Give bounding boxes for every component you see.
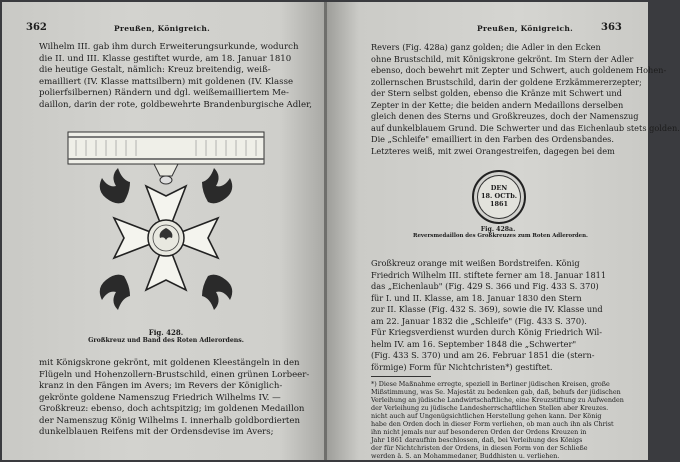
text-line: Die „Schleife" emailliert in den Farben des Ordensbandes. — [371, 134, 614, 144]
text-line: gekrönte goldene Namenszug Friedrich Wilhelms IV. — — [39, 392, 281, 403]
medallion-line: 1861 — [489, 200, 509, 208]
text-line: auf dunkelblauem Grund. Die Schwerter und das Eichenlaub stets golden. — [371, 122, 680, 133]
sash-ribbon — [68, 132, 264, 184]
text-line: Für Kriegsverdienst wurden durch König Friedrich Wil- — [371, 327, 603, 337]
text-line: kranz in den Fängen im Avers; im Revers der Königlich- — [39, 381, 283, 391]
left-running-head: Preußen, Königreich. — [114, 24, 211, 33]
footnote-line: Mißstimmung, was Se. Majestät zu bedenken gab, daß, behufs der jüdischen — [371, 388, 621, 396]
text-line: Letzteres weiß, mit zwei Orangestreifen, dagegen bei dem — [371, 145, 615, 156]
left-top-text — [39, 42, 312, 111]
text-line: der Stern selbst golden, ebenso die Kränze mit Schwert und — [371, 88, 622, 98]
text-line: (Fig. 433 S. 370) und am 26. Februar 1851 die (stern- — [371, 350, 595, 360]
text-line: für I. und II. Klasse, am 18. Januar 1830 den Stern — [371, 292, 582, 303]
figure-title: Großkreuz und Band des Roten Adlerordens. — [88, 337, 244, 344]
text-line: am 22. Januar 1832 die „Schleife" (Fig. 433 S. 370). — [371, 315, 587, 326]
footnote-line: der Verleihung zu jüdische Landesherrschaftlichen Stellen aber Kreuzes. — [371, 404, 609, 412]
figure-number: Fig. 428. — [148, 328, 184, 337]
medallion-line: DEN — [490, 184, 508, 192]
text-line: polierfsilbernen) Rändern und dgl. weißemailliertem Me- — [39, 88, 289, 98]
medallion-line: 18. OCTb. — [480, 192, 518, 200]
text-line: Flügeln und Hohenzollern-Brustschild, einen grünen Lorbeer- — [39, 369, 310, 380]
left-page-number: 362 — [26, 22, 47, 33]
footnote-line: ihn nicht jemals nur auf besonderen Orden der Ordens Kreuzen in — [371, 428, 587, 436]
text-line: Zepter in der Kette; die beiden andern Medaillons derselben — [371, 99, 624, 110]
footnote-rule — [371, 376, 431, 377]
footnote-line: Jahr 1861 daraufhin beschlossen, daß, bei Verleihung des Königs — [371, 436, 583, 444]
text-line: der Namenszug König Wilhelms I. innerhalb goldbordierten — [39, 415, 300, 426]
text-line: daillon, darin der rote, goldbewehrte Brandenburgische Adler, — [39, 99, 312, 110]
figure-428-caption — [66, 328, 266, 344]
text-line: Großkreuz: ebenso, doch achtspitzig; im goldenen Medaillon — [39, 404, 305, 414]
text-line: zollernschen Brustschild, darin der goldene Erzkämmererzepter; — [371, 76, 642, 87]
left-page — [2, 2, 325, 460]
text-line: emailliert (IV. Klasse mattsilbern) mit goldenen (IV. Klasse — [39, 76, 294, 87]
left-bottom-text — [39, 358, 309, 439]
text-line: die heutige Gestalt, nämlich: Kreuz breitendig, weiß- — [39, 65, 271, 75]
text-line: Revers (Fig. 428a) ganz golden; die Adler in den Ecken — [371, 42, 601, 52]
footnote-line: werden ä. S. an Mohammedaner, Buddhisten u. verliehen. — [371, 452, 560, 460]
text-line: dunkelblauen Reifens mit der Ordensdevise im Avers; — [39, 427, 274, 437]
text-line: zur II. Klasse (Fig. 432 S. 369), sowie die IV. Klasse und — [371, 304, 603, 314]
figure-title: Reversmedaillon des Großkreuzes zum Roten Adlerorden. — [413, 233, 588, 239]
footnote-line: der für Nichtchristen der Ordens, in diesen Form von der Schließe — [371, 444, 588, 452]
footnote — [371, 380, 637, 460]
figure-number: Fig. 428a. — [480, 226, 516, 233]
figure-428a-caption — [413, 226, 588, 239]
right-page — [327, 2, 680, 460]
footnote-line: Verleihung an jüdische Landwirtschaftliche, eine Kreuzstiftung zu Aufwenden — [371, 396, 624, 404]
text-line: förmige) Form für Nichtchristen*) gestiftet. — [371, 361, 553, 372]
text-line: die II. und III. Klasse gestiftet wurde, am 18. Januar 1810 — [39, 53, 292, 64]
text-line: Großkreuz orange mit weißen Bordstreifen. König — [371, 258, 580, 268]
right-page-number: 363 — [601, 22, 622, 33]
text-line: mit Königskrone gekrönt, mit goldenen Kleestängeln in den — [39, 358, 300, 368]
footnote-line: habe den Orden doch in dieser Form verliehen, ob man auch ihn als Christ — [371, 420, 614, 428]
right-top-text — [371, 42, 680, 157]
grand-cross-illustration — [66, 120, 266, 320]
text-line: ebenso, doch bewehrt mit Zepter und Schwert, auch goldenem Hohen- — [371, 65, 667, 75]
reverse-medallion — [472, 170, 526, 224]
footnote-line: nicht auch auf Ungenügsichtlichen Herstellung gehen kann. Der König — [371, 412, 602, 420]
text-line: ohne Brustschild, mit Königskrone gekrönt. Im Stern der Adler — [371, 53, 634, 64]
right-running-head: Preußen, Königreich. — [477, 24, 574, 33]
text-line: Wilhelm III. gab ihm durch Erweiterungsurkunde, wodurch — [39, 42, 299, 52]
right-bottom-text — [371, 258, 606, 373]
book-spread — [2, 2, 680, 460]
text-line: gleich denen des Sterns und Großkreuzes, doch der Namenszug — [371, 111, 639, 121]
footnote-line: *) Diese Maßnahme erregte, speziell in Berliner jüdischen Kreisen, große — [371, 380, 610, 388]
text-line: helm IV. am 16. September 1848 die „Schwerter" — [371, 338, 577, 349]
text-line: Friedrich Wilhelm III. stiftete ferner am 18. Januar 1811 — [371, 269, 607, 280]
text-line: das „Eichenlaub" (Fig. 429 S. 366 und Fig. 433 S. 370) — [371, 281, 599, 291]
